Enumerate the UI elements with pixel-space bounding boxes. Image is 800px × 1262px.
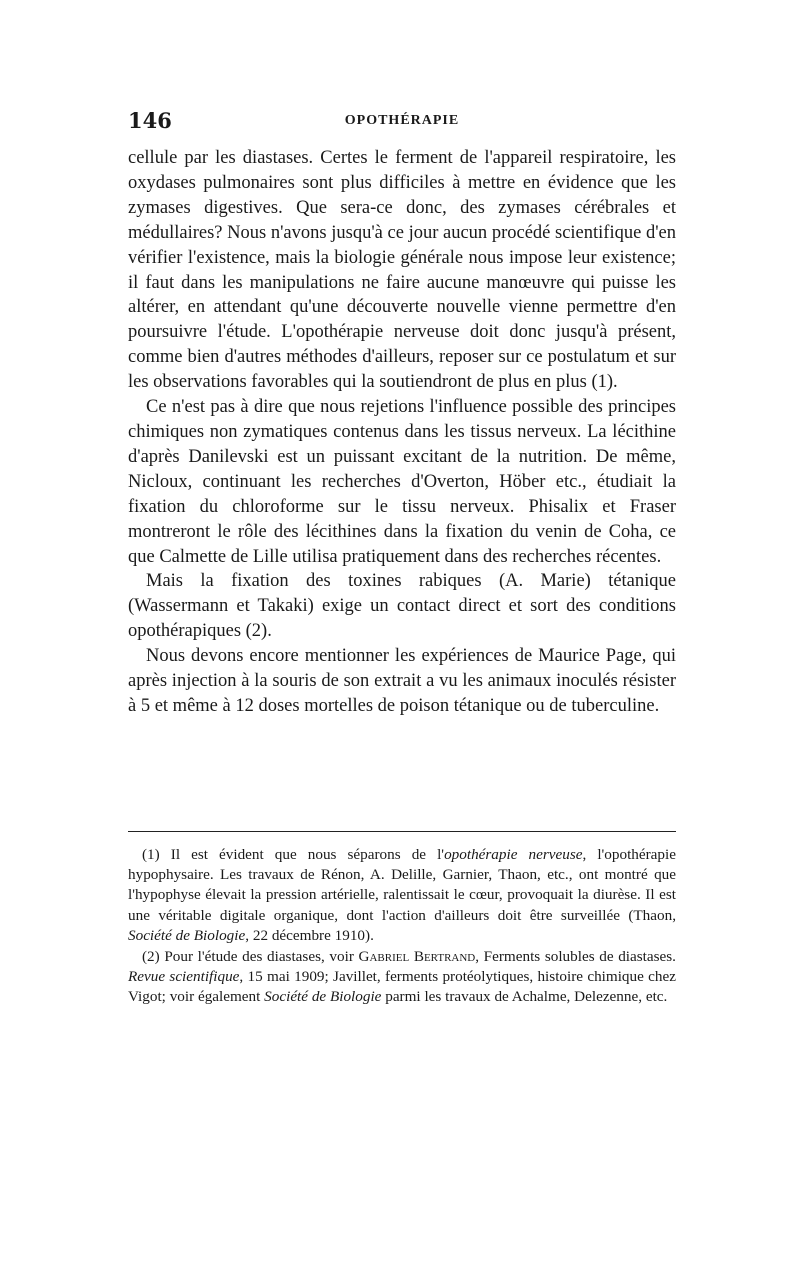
paragraph-1: cellule par les diastases. Certes le ferment de l'appareil respiratoire, les oxydases pulmonaires sont plus difficiles à mettre en évidence que les zymases digestives. Que sera-ce donc, des zymases cérébrales et médullaires? Nous n'avons jusqu'à ce jour aucun procédé scientifique d'en vérifier l'existence, mais la biologie générale nous impose leur existence; il faut dans les manipulations ne faire aucune manœuvre qui puisse les altérer, en attendant qu'une découverte nouvelle vienne permettre d'en poursuivre l'étude. L'opothérapie nerveuse doit donc jusqu'à présent, comme bien d'autres méthodes d'ailleurs, reposer sur ce postulatum et sur les observations favorables qui la soutiendront de plus en plus (1). [128, 148, 676, 393]
footnote-rule [128, 831, 676, 832]
footnote-1-lead: (1) Il est évident que nous séparons de l' [142, 846, 445, 863]
paragraph-2: Ce n'est pas à dire que nous rejetions l'influence possible des principes chimiques non zymatiques contenus dans les tissus nerveux. La lécithine d'après Danilevski est un puissant excitant de la nutrition. De même, Nicloux, continuant les recherches d'Overton, Höber etc., étudiait la fixation du chloroforme sur le tissu nerveux. Phisalix et Fraser montreront le rôle des lécithines dans la fixation du venin de Coha, ce que Calmette de Lille utilisa pratiquement dans des recherches récentes. [128, 397, 676, 567]
footnote-1-italic-1: opothérapie nerveuse [444, 846, 583, 863]
running-header [128, 108, 676, 132]
footnote-1-mid: , l'opothérapie hypophysaire. Les travaux de Rénon, A. Delille, Garnier, Thaon, etc., ont montré que l'hypophyse élevait la pression artérielle, ralentissait le cœur, provoquait la diurèse. Il est une véritable digitale organique, dont l'action d'ailleurs doit être surveillée (Thaon, [128, 846, 676, 924]
paragraph-4: Nous devons encore mentionner les expériences de Maurice Page, qui après injection à la souris de son extrait a vu les animaux inoculés résister à 5 et même à 12 doses mortelles de poison tétanique ou de tuberculine. [128, 646, 676, 716]
footnote-2-author: Gabriel Bertrand [358, 948, 476, 966]
footnote-2-italic-1: Revue scientifique [128, 968, 240, 986]
running-title: OPOTHÉRAPIE [344, 113, 460, 128]
body-text [128, 146, 676, 719]
page-number: 146 [128, 108, 172, 133]
footnote-1-italic-2: Société de Biologie [128, 926, 246, 944]
paragraph-3: Mais la fixation des toxines rabiques (A. Marie) tétanique (Wassermann et Takaki) exige un contact direct et sort des conditions opothérapiques (2). [128, 571, 676, 642]
footnote-2-mid-1: , Ferments solubles de diastases. [475, 948, 676, 966]
footnotes [128, 845, 676, 1008]
footnote-1-tail: , 22 décembre 1910). [245, 926, 374, 944]
footnote-1 [128, 845, 676, 946]
footnote-2-mid-2: , 15 mai 1909; Javillet, ferments protéolytiques, histoire chimique chez Vigot; voir également [128, 968, 676, 1006]
footnote-2-lead: (2) Pour l'étude des diastases, voir [142, 948, 359, 966]
footnote-2 [128, 947, 676, 1008]
footnote-2-italic-2: Société de Biologie [264, 988, 382, 1006]
footnote-2-tail: parmi les travaux de Achalme, Delezenne, etc. [381, 988, 668, 1006]
